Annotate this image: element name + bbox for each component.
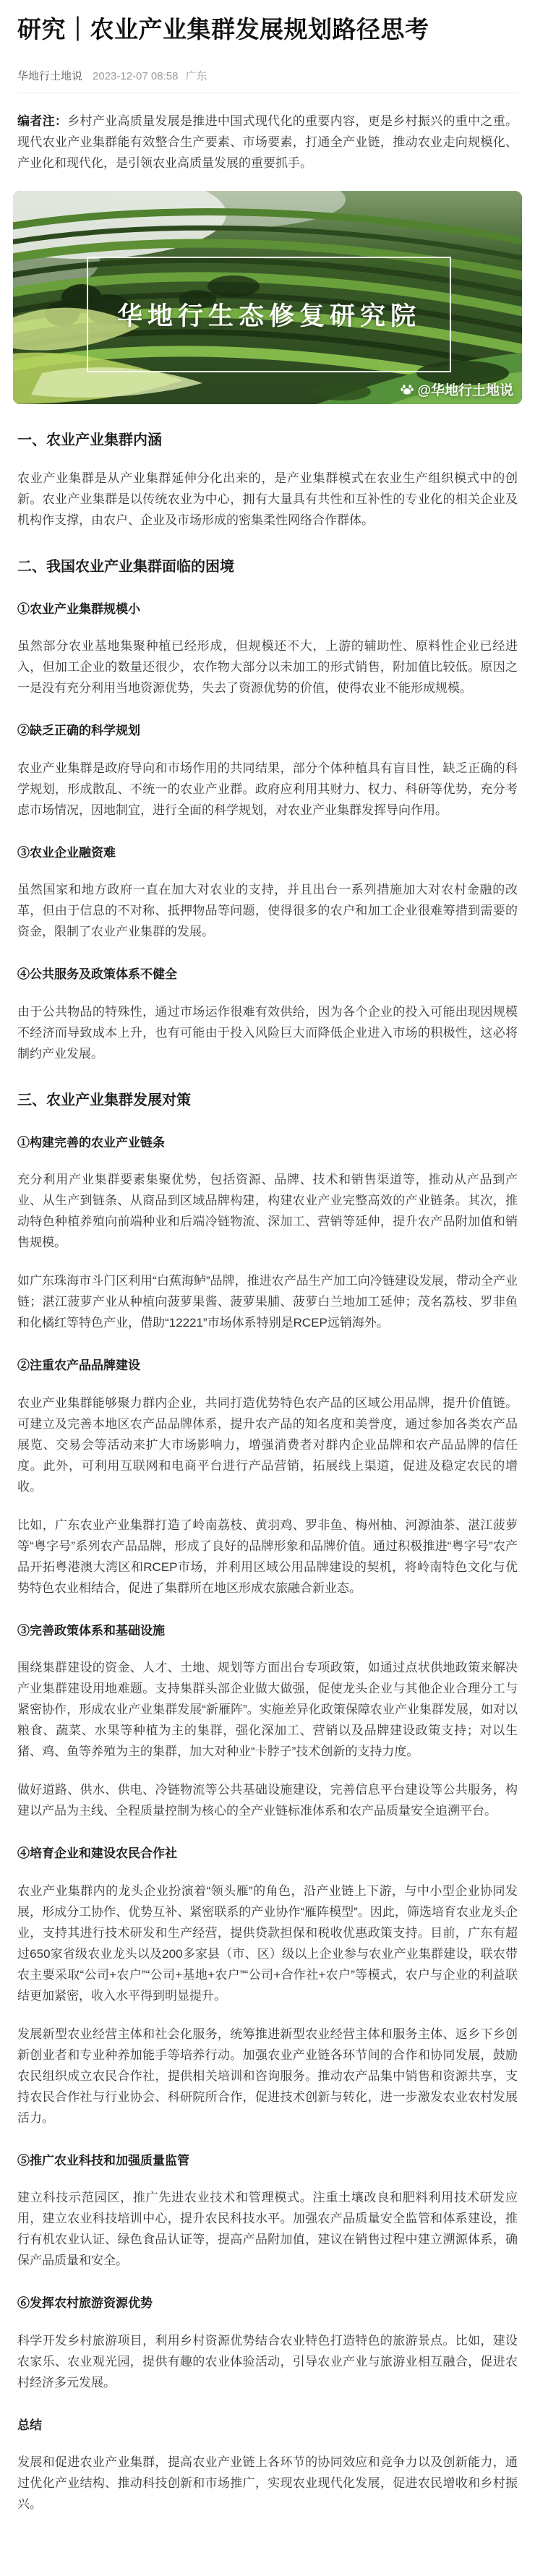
- hero-watermark-text: @华地行土地说: [417, 382, 513, 398]
- paragraph: 虽然部分农业基地集聚种植已经形成，但规模还不大，上游的辅助性、原料性企业已经进入，但加工企业的数量还很少，农作物大部分以未加工的形式销售，附加值比较低。原因之一是没有充分利用当地资源优势，失去了资源优势的价值，使得农业不能形成规模。: [17, 639, 518, 696]
- paragraph: 农业产业集群内的龙头企业扮演着“领头雁”的角色，沿产业链上下游，与中小型企业协同发展，形成分工协作、优势互补、紧密联系的产业协作“雁阵模型”。因此，筛选培育农业龙头企业，支持其进行技术研发和生产经营，提供贷款担保和税收优惠政策支持。目前，广东有超过650家省级农业龙头以及200多家县（市、区）级以上企业参与农业产业集群建设，联农带农主要采取“公司+农户”“公司+基地+农户”“公司+合作社+农户”等模式，农户与企业的利益联结更加紧密，收入水平得到明显提升。: [17, 1883, 518, 2003]
- sub-heading-3-6: ⑥发挥农村旅游资源优势: [17, 2296, 153, 2311]
- paragraph: 充分利用产业集群要素集聚优势，包括资源、品牌、技术和销售渠道等，推动从产品到产业、从生产到链条、从商品到区域品牌构建，构建农业产业完整高效的产业链条。其次，推动特色种植养殖向前端种业和后端冷链物流、深加工、营销等延伸，提升农产品附加值和销售规模。: [17, 1173, 518, 1250]
- paragraph: 农业产业集群是从产业集群延伸分化出来的，是产业集群模式在农业生产组织模式中的创新。农业产业集群是以传统农业为中心，拥有大量具有共性和互补性的专业化的相关企业及机构作支撑，由农户、企业及市场形成的密集柔性网络合作群体。: [17, 471, 518, 527]
- paragraph: 农业产业集群是政府导向和市场作用的共同结果，部分个体种植具有盲目性，缺乏正确的科学规划，形成散乱、不统一的农业产业群。政府应利用其财力、权力、科研等优势，充分考虑市场情况，因地制宜，进行全面的科学规划，对农业产业集群发挥导向作用。: [17, 761, 518, 817]
- sub-heading-3-5: ⑤推广农业科技和加强质量监管: [17, 2153, 189, 2168]
- sub-heading-2-2: ②缺乏正确的科学规划: [17, 724, 140, 738]
- byline: [17, 68, 518, 83]
- paragraph: 虽然国家和地方政府一直在加大对农业的支持，并且出台一系列措施加大对农村金融的改革，但由于信息的不对称、抵押物品等问题，使得很多的农户和加工企业很难筹措到需要的资金，限制了农业产业集群的发展。: [17, 883, 518, 939]
- editor-note-label: 编者注：: [17, 114, 68, 128]
- sub-heading-3-4: ④培育企业和建设农民合作社: [17, 1847, 177, 1861]
- sub-heading-2-1: ①农业产业集群规模小: [17, 602, 140, 616]
- summary-heading: 总结: [17, 2418, 42, 2432]
- paragraph: 农业产业集群能够聚力群内企业，共同打造优势特色农产品的区域公用品牌，提升价值链。可建立及完善本地区农产品品牌体系，提升农产品的知名度和美誉度，通过参加各类农产品展览、交易会等活动来扩大市场影响力，增强消费者对群内企业品牌和农产品品牌的信任度。此外，可利用互联网和电商平台进行产品营销，拓展线上渠道，促进及稳定农民的增收。: [17, 1395, 518, 1494]
- sub-heading-2-3: ③农业企业融资难: [17, 845, 116, 860]
- paragraph: 围绕集群建设的资金、人才、土地、规划等方面出台专项政策，如通过点状供地政策来解决产业集群建设用地难题。支持集群头部企业做大做强，促使龙头企业与其他企业合理分工与紧密协作，形成农业产业集群发展“新雁阵”。实施差异化政策保障农业产业集群发展，如对以粮食、蔬菜、水果等种植为主的集群，强化深加工、营销以及品牌建设政策支持；对以生猪、鸡、鱼等养殖为主的集群，加大对种业“卡脖子”技术创新的支持力度。: [17, 1661, 518, 1759]
- paragraph: 比如，广东农业产业集群打造了岭南荔枝、黄羽鸡、罗非鱼、梅州柚、河源油茶、湛江菠萝等“粤字号”系列农产品品牌，形成了良好的品牌形象和品牌价值。通过积极推进“粤字号”农产品开拓粤港澳大湾区和RCEP市场，并利用区域公用品牌建设的契机，将岭南特色文化与优势特色农业相结合，促进了集群所在地区形成农旅融合新业态。: [17, 1518, 518, 1595]
- paragraph: 科学开发乡村旅游项目，利用乡村资源优势结合农业特色打造特色的旅游景点。比如，建设农家乐、农业观光园，提供有趣的农业体验活动，引导农业产业与旅游业相互融合，促进农村经济多元发展。: [17, 2333, 518, 2389]
- section-heading-1: 一、农业产业集群内涵: [17, 432, 162, 448]
- paragraph: 做好道路、供水、供电、冷链物流等公共基础设施建设，完善信息平台建设等公共服务，构建以产品为主线、全程质量控制为核心的全产业链标准体系和农产品质量安全追溯平台。: [17, 1783, 518, 1818]
- sub-heading-3-3: ③完善政策体系和基础设施: [17, 1623, 165, 1638]
- paragraph: 发展新型农业经营主体和社会化服务，统筹推进新型农业经营主体和服务主体、返乡下乡创新创业者和专业种养加能手等培养行动。加强农业产业链各环节间的合作和协同发展，鼓励农民组织成立农民合作社，提供相关培训和咨询服务。推动农产品集中销售和资源共享，支持农民合作社与行业协会、科研院所合作，促进技术创新与转化，进一步激发农业农村发展活力。: [17, 2027, 518, 2125]
- author-name[interactable]: 华地行土地说: [17, 69, 83, 82]
- hero-image[interactable]: [13, 191, 522, 404]
- paragraph: 建立科技示范园区，推广先进农业技术和管理模式。注重土壤改良和肥料利用技术研发应用，建立农业科技培训中心，提升农民科技水平。加强农产品质量安全监管和体系建设，推行有机农业认证、绿色食品认证等，提高产品附加值，建议在销售过程中建立溯源体系，确保产品质量和安全。: [17, 2191, 518, 2268]
- hero-overlay-frame: [87, 257, 451, 372]
- publish-location: 广东: [185, 69, 207, 82]
- section-heading-2: 二、我国农业产业集群面临的困境: [17, 558, 234, 575]
- hero-overlay-title: 华地行生态修复研究院: [116, 302, 421, 331]
- page-title: 研究｜农业产业集群发展规划路径思考: [17, 16, 429, 43]
- hero-watermark: [400, 380, 513, 399]
- publish-date: 2023-12-07 08:58: [93, 69, 179, 82]
- sub-heading-3-2: ②注重农产品品牌建设: [17, 1358, 140, 1373]
- paw-icon: [400, 382, 414, 396]
- paragraph: 发展和促进农业产业集群，提高农业产业链上各环节的协同效应和竞争力以及创新能力，通过优化产业结构、推动科技创新和市场推广，实现农业现代化发展，促进农民增收和乡村振兴。: [17, 2455, 518, 2512]
- paragraph: 如广东珠海市斗门区利用“白蕉海鲈”品牌，推进农产品生产加工向冷链建设发展，带动全产业链；湛江菠萝产业从种植向菠萝果酱、菠萝果脯、菠萝白兰地加工延伸；茂名荔枝、罗非鱼和化橘红等特色产业，借助“12221”市场体系特别是RCEP远销海外。: [17, 1274, 518, 1330]
- section-heading-3: 三、农业产业集群发展对策: [17, 1092, 191, 1108]
- editor-note: [17, 111, 518, 174]
- paragraph: 由于公共物品的特殊性，通过市场运作很难有效供给，因为各个企业的投入可能出现因规模不经济而导致成本上升，也有可能由于投入风险巨大而降低企业进入市场的积极性，这必将制约产业发展。: [17, 1004, 518, 1061]
- editor-note-text: 乡村产业高质量发展是推进中国式现代化的重要内容，更是乡村振兴的重中之重。现代农业产业集群能有效整合生产要素、市场要素，打通全产业链，推动农业走向规模化、产业化和现代化，是引领农业高质量发展的重要抓手。: [17, 114, 518, 170]
- sub-heading-3-1: ①构建完善的农业产业链条: [17, 1135, 165, 1150]
- sub-heading-2-4: ④公共服务及政策体系不健全: [17, 967, 177, 982]
